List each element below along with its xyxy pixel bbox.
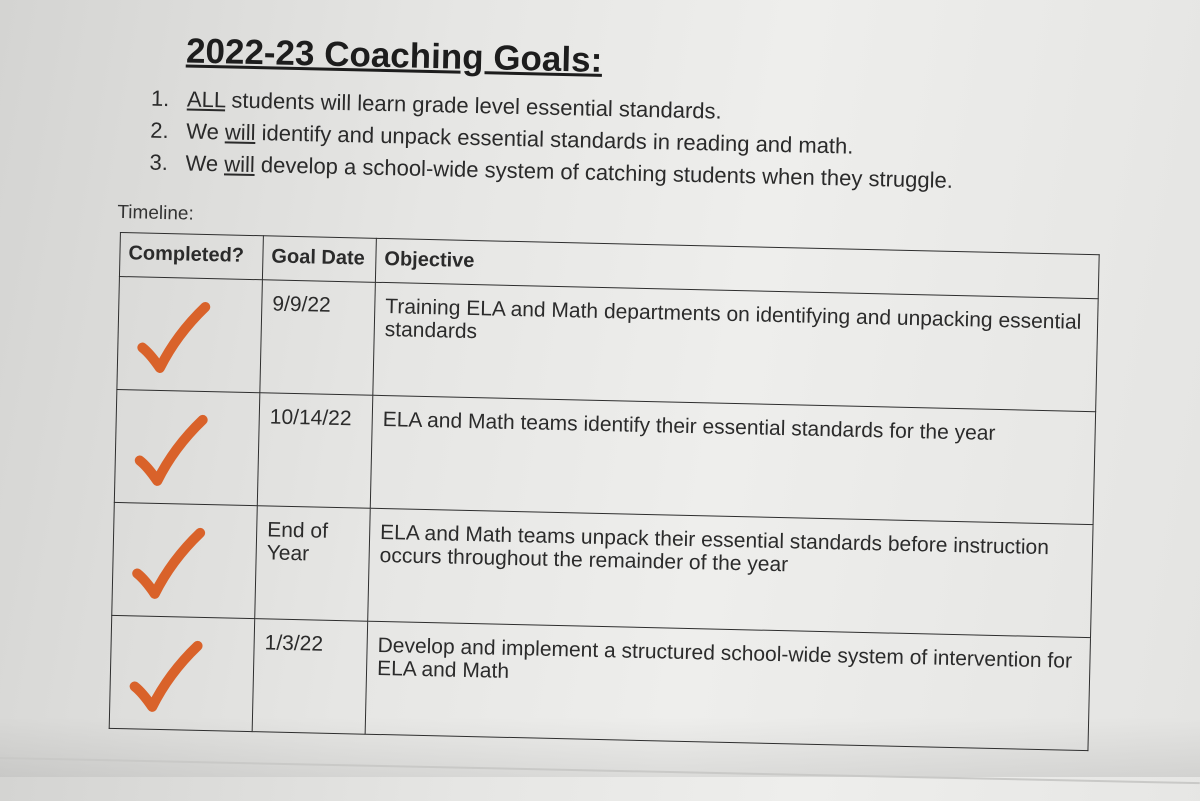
goal-number: 2.: [149, 117, 169, 144]
goal-prefix: We: [185, 118, 226, 145]
objective-cell: Training ELA and Math departments on identifying and unpacking essential standards: [373, 282, 1098, 411]
table-row: [109, 615, 1090, 750]
timeline-label: Timeline:: [117, 201, 194, 225]
goal-emphasis: will: [224, 119, 256, 146]
goal-text: develop a school-wide system of catching students when they struggle.: [254, 152, 954, 193]
completed-cell: [109, 615, 255, 731]
objective-cell: Develop and implement a structured school-wide system of intervention for ELA and Math: [365, 621, 1090, 750]
goal-text: students will learn grade level essential standards.: [225, 87, 722, 124]
completed-cell: [114, 389, 260, 505]
checkmark-icon: [128, 636, 204, 718]
objective-cell: ELA and Math teams identify their essential standards for the year: [370, 395, 1095, 524]
goal-number: 3.: [149, 149, 169, 176]
goal-date-cell: 9/9/22: [260, 280, 376, 396]
goal-prefix: We: [185, 150, 225, 177]
goal-emphasis: will: [223, 151, 256, 178]
goal-text: identify and unpack essential standards in reading and math.: [255, 120, 854, 159]
table-row: [117, 276, 1098, 411]
timeline-table: [109, 232, 1100, 751]
checkmark-icon: [136, 297, 212, 379]
goal-number: 1.: [150, 85, 170, 112]
header-goal-date: Goal Date: [262, 236, 376, 283]
goal-date-cell: 10/14/22: [257, 393, 373, 509]
goal-date-cell: 1/3/22: [252, 619, 368, 735]
objective-cell: ELA and Math teams unpack their essential standards before instruction occurs throughout the remainder of the year: [368, 508, 1093, 637]
checkmark-icon: [133, 410, 209, 492]
header-completed: Completed?: [119, 233, 263, 280]
table-row: [114, 389, 1095, 524]
checkmark-icon: [131, 523, 207, 605]
completed-cell: [117, 276, 263, 392]
table-row: [112, 502, 1093, 637]
completed-cell: [112, 502, 258, 618]
header-objective: Objective: [375, 238, 1099, 298]
goal-emphasis: ALL: [186, 86, 226, 113]
goals-list: [149, 83, 955, 197]
goal-date-cell: End of Year: [255, 506, 371, 622]
page-title: 2022-23 Coaching Goals:: [185, 31, 603, 80]
